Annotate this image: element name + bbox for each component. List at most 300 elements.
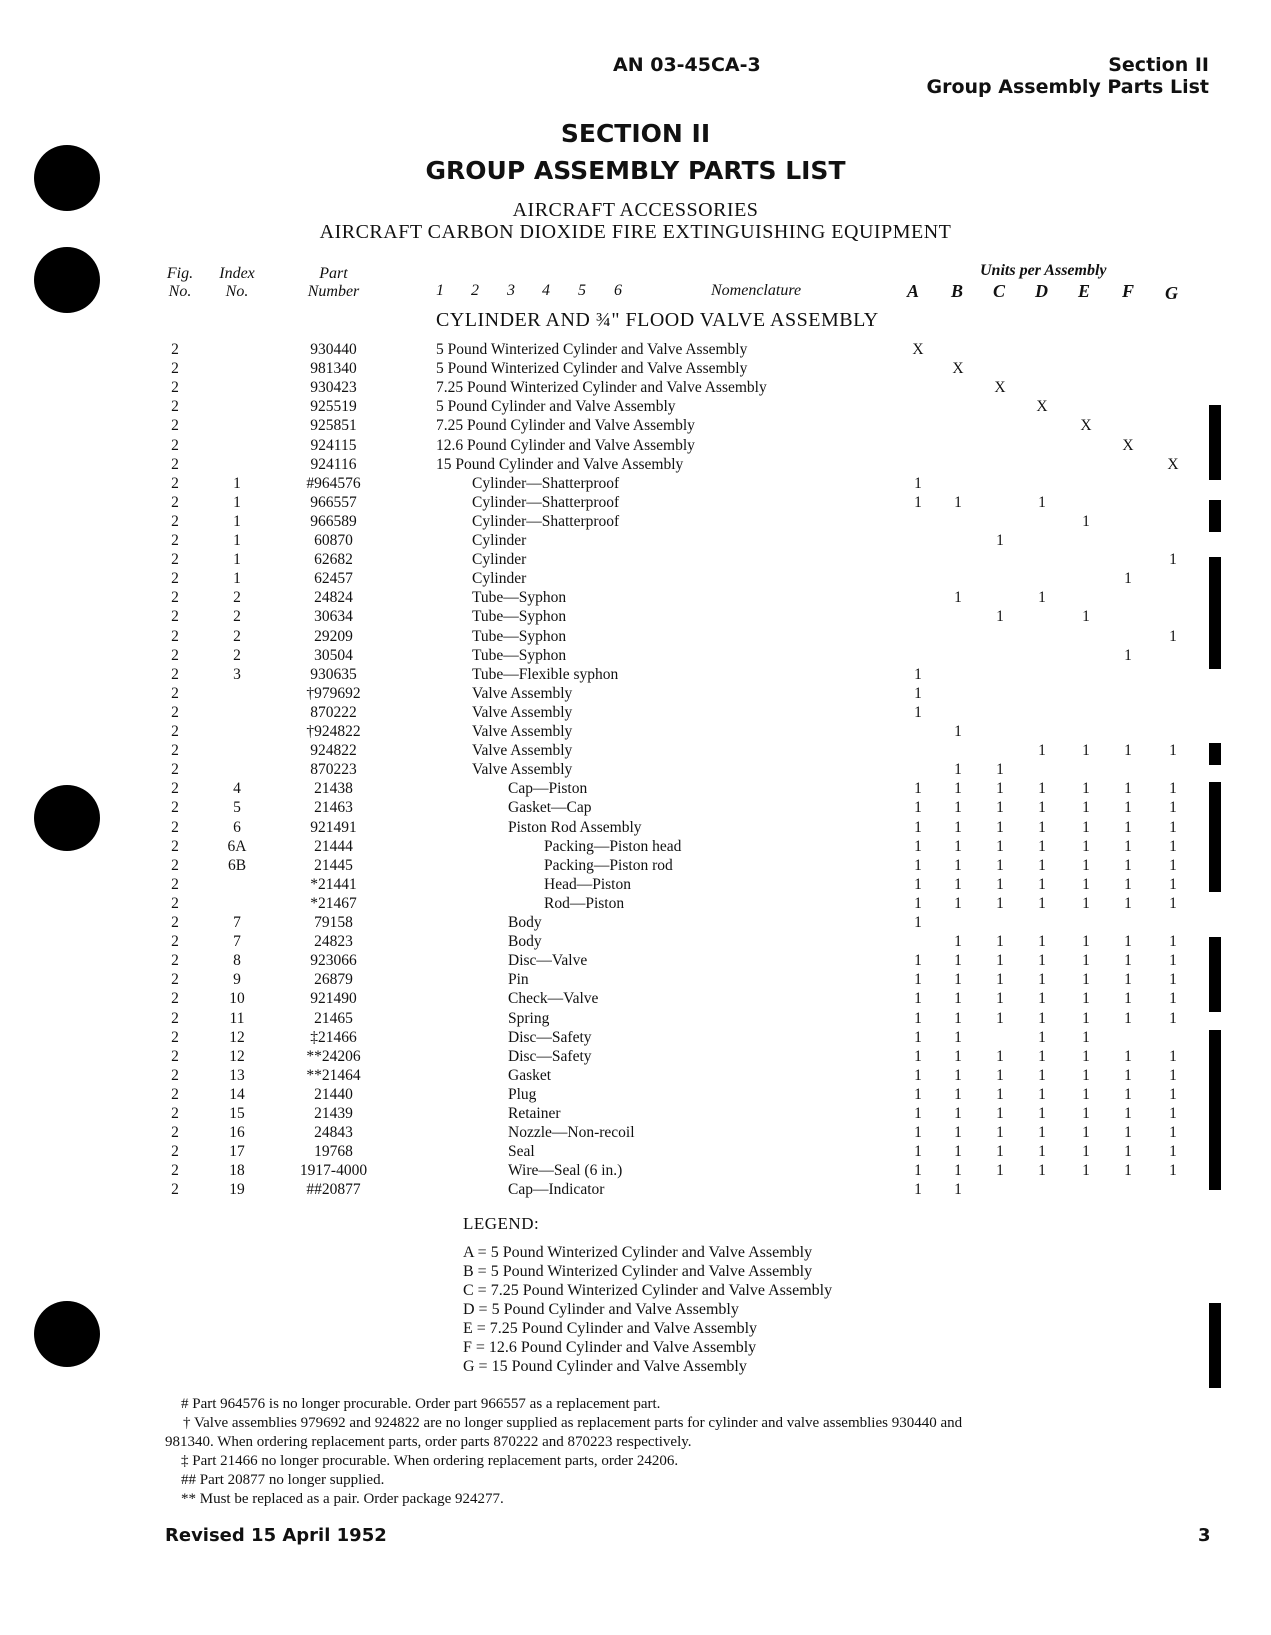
fig-number: 2 [171,493,179,511]
nomenclature: Valve Assembly [472,723,573,740]
fig-number: 2 [171,703,179,721]
unit-qty-b: 1 [954,875,962,893]
index-number: 11 [229,1009,245,1027]
unit-qty-d: 1 [1038,1143,1046,1161]
table-row [0,799,1271,818]
fig-number: 2 [171,837,179,855]
nomenclature: Check—Valve [508,990,599,1008]
unit-qty-e: 1 [1082,818,1090,836]
index-number: 6B [227,856,247,874]
unit-qty-d: X [1036,398,1048,416]
nomenclature: Tube—Syphon [472,627,567,645]
index-number: 1 [233,551,241,569]
part-number: 923066 [310,952,357,970]
table-row [0,780,1271,799]
unit-qty-e: 1 [1082,780,1090,798]
unit-qty-a: 1 [914,1181,922,1199]
unit-qty-g: 1 [1169,856,1177,874]
unit-qty-d: 1 [1038,952,1046,970]
fig-number: 2 [171,1162,179,1180]
unit-qty-e: 1 [1082,894,1090,912]
unit-qty-g: 1 [1169,1124,1177,1142]
index-number: 12 [229,1028,245,1046]
table-row [0,761,1271,780]
fig-number: 2 [171,971,179,989]
unit-qty-c: X [994,379,1006,397]
unit-qty-d: 1 [1038,875,1046,893]
fig-number: 2 [171,1124,179,1142]
unit-qty-b: 1 [954,837,962,855]
part-number: 924115 [310,436,357,454]
table-row [0,857,1271,876]
unit-qty-b: 1 [954,1028,962,1046]
unit-qty-c: 1 [996,894,1004,912]
nomenclature: Pin [508,971,529,989]
unit-qty-f: 1 [1124,818,1132,836]
unit-qty-c: 1 [996,875,1004,893]
unit-qty-a: 1 [914,894,922,912]
index-number: 2 [233,627,241,645]
section-title: Group Assembly Parts List [926,76,1209,98]
table-row [0,704,1271,723]
col-header-unit-b: B [951,281,964,301]
col-header-nomenclature: Nomenclature [711,282,802,299]
footnote: 981340. When ordering replacement parts, order parts 870222 and 870223 respectively. [165,1434,692,1450]
table-row [0,360,1271,379]
unit-qty-a: 1 [914,1028,922,1046]
fig-number: 2 [171,914,179,931]
fig-number: 2 [171,627,179,645]
fig-number: 2 [171,455,179,473]
unit-qty-b: 1 [954,933,962,951]
unit-qty-e: 1 [1082,1085,1090,1103]
nomenclature: 5 Pound Winterized Cylinder and Valve Assembly [436,341,748,358]
part-number: 930635 [310,665,357,683]
unit-qty-g: 1 [1169,837,1177,855]
table-row [0,952,1271,971]
nomenclature: Cylinder—Shatterproof [472,474,620,492]
fig-number: 2 [171,512,179,530]
part-number: ‡21466 [310,1028,357,1046]
part-number: #964576 [306,474,361,492]
unit-qty-a: 1 [914,990,922,1008]
table-row [0,666,1271,685]
subtitle-equipment: AIRCRAFT CARBON DIOXIDE FIRE EXTINGUISHING EQUIPMENT [319,221,952,243]
col-header-unit-g: G [1165,283,1178,303]
table-row [0,1181,1271,1200]
nomenclature: Cylinder—Shatterproof [472,512,620,530]
unit-qty-f: X [1122,436,1134,454]
unit-qty-e: 1 [1082,1143,1090,1161]
unit-qty-d: 1 [1038,742,1046,760]
unit-qty-b: 1 [954,1047,962,1065]
footnote: ## Part 20877 no longer supplied. [181,1472,385,1488]
unit-qty-c: 1 [996,1009,1004,1027]
unit-qty-f: 1 [1124,1066,1132,1084]
unit-qty-c: 1 [996,1105,1004,1122]
col-header-indent-3: 3 [507,282,515,299]
legend-item: F = 12.6 Pound Cylinder and Valve Assembly [463,1339,757,1356]
table-row [0,417,1271,436]
table-row [0,990,1271,1009]
unit-qty-f: 1 [1124,933,1132,951]
fig-number: 2 [171,1085,179,1103]
nomenclature: Cap—Indicator [508,1181,605,1199]
part-number: 21444 [314,837,353,855]
nomenclature: 5 Pound Cylinder and Valve Assembly [436,398,676,416]
nomenclature: Nozzle—Non-recoil [508,1124,635,1142]
part-number: 26879 [314,971,353,989]
unit-qty-b: 1 [954,1105,962,1122]
section-label: Section II [1108,54,1209,76]
part-number: 21438 [314,780,353,798]
unit-qty-e: 1 [1082,742,1090,760]
part-number: 925519 [310,398,357,416]
unit-qty-b: 1 [954,990,962,1008]
part-number: 19768 [314,1143,353,1161]
table-row [0,723,1271,742]
table-row [0,628,1271,647]
nomenclature: 7.25 Pound Cylinder and Valve Assembly [436,417,695,435]
nomenclature: Disc—Valve [508,952,588,970]
unit-qty-c: 1 [996,952,1004,970]
fig-number: 2 [171,742,179,760]
fig-number: 2 [171,799,179,817]
unit-qty-f: 1 [1124,971,1132,989]
part-number: 30504 [314,646,353,664]
unit-qty-g: 1 [1169,780,1177,798]
fig-number: 2 [171,398,179,416]
col-header-indent-2: 2 [471,282,479,299]
index-number: 2 [233,589,241,607]
fig-number: 2 [171,1009,179,1027]
nomenclature: Packing—Piston head [544,837,682,855]
table-row [0,838,1271,857]
nomenclature: Tube—Syphon [472,589,567,607]
part-number: 921490 [310,990,357,1008]
nomenclature: Gasket [508,1066,552,1084]
unit-qty-e: 1 [1082,990,1090,1008]
col-header-indent-6: 6 [614,282,622,299]
fig-number: 2 [171,761,179,779]
unit-qty-f: 1 [1124,646,1132,664]
index-number: 8 [233,952,241,970]
table-row [0,398,1271,417]
unit-qty-b: 1 [954,1124,962,1142]
fig-number: 2 [171,875,179,893]
unit-qty-g: 1 [1169,1009,1177,1027]
unit-qty-a: 1 [914,914,922,931]
footnote: ‡ Part 21466 no longer procurable. When ordering replacement parts, order 24206. [181,1453,679,1469]
unit-qty-b: 1 [954,723,962,740]
unit-qty-f: 1 [1124,799,1132,817]
part-number: 30634 [314,608,353,626]
unit-qty-d: 1 [1038,971,1046,989]
fig-number: 2 [171,360,179,378]
unit-qty-c: 1 [996,837,1004,855]
part-number: 21445 [314,856,353,874]
unit-qty-b: 1 [954,799,962,817]
part-number: 29209 [314,627,353,645]
running-header [926,54,1209,98]
nomenclature: Valve Assembly [472,761,573,779]
table-row [0,1048,1271,1067]
fig-number: 2 [171,608,179,626]
unit-qty-b: 1 [954,894,962,912]
col-header-unit-c: C [993,281,1006,301]
part-number: 921491 [310,818,357,836]
unit-qty-c: 1 [996,933,1004,951]
nomenclature: 15 Pound Cylinder and Valve Assembly [436,455,684,473]
unit-qty-g: 1 [1169,1066,1177,1084]
fig-number: 2 [171,723,179,740]
unit-qty-d: 1 [1038,1105,1046,1122]
unit-qty-d: 1 [1038,1066,1046,1084]
part-number: 981340 [310,360,357,378]
part-number: **24206 [306,1047,361,1065]
unit-qty-b: 1 [954,761,962,779]
table-row [0,475,1271,494]
legend-item: D = 5 Pound Cylinder and Valve Assembly [463,1301,739,1318]
index-number: 7 [233,933,241,951]
change-bar [1209,1303,1221,1388]
col-header-fig: Fig. No. [166,265,194,300]
unit-qty-d: 1 [1038,1028,1046,1046]
unit-qty-b: 1 [954,952,962,970]
unit-qty-g: 1 [1169,551,1177,569]
fig-number: 2 [171,532,179,549]
unit-qty-d: 1 [1038,1009,1046,1027]
unit-qty-f: 1 [1124,875,1132,893]
unit-qty-c: 1 [996,1124,1004,1142]
fig-number: 2 [171,570,179,588]
unit-qty-c: 1 [996,1066,1004,1084]
unit-qty-b: 1 [954,1009,962,1027]
unit-qty-b: 1 [954,1066,962,1084]
col-header-unit-f: F [1122,281,1135,301]
fig-number: 2 [171,1047,179,1065]
unit-qty-d: 1 [1038,837,1046,855]
unit-qty-g: 1 [1169,952,1177,970]
unit-qty-f: 1 [1124,1047,1132,1065]
fig-number: 2 [171,990,179,1008]
fig-number: 2 [171,952,179,970]
nomenclature: Cylinder [472,570,527,588]
fig-number: 2 [171,1066,179,1084]
col-header-indent-1: 1 [436,282,444,299]
unit-qty-c: 1 [996,780,1004,798]
table-row [0,1086,1271,1105]
table-row [0,570,1271,589]
unit-qty-a: X [912,341,924,358]
unit-qty-a: 1 [914,474,922,492]
unit-qty-a: 1 [914,799,922,817]
fig-number: 2 [171,646,179,664]
nomenclature: Body [508,914,542,931]
part-number: 1917-4000 [299,1162,368,1180]
footnote: ** Must be replaced as a pair. Order package 924277. [181,1491,504,1507]
fig-number: 2 [171,1028,179,1046]
part-number: 930423 [310,379,357,397]
nomenclature: Head—Piston [544,875,631,893]
part-number: †979692 [306,684,361,702]
unit-qty-f: 1 [1124,894,1132,912]
unit-qty-f: 1 [1124,742,1132,760]
part-number: **21464 [306,1066,361,1084]
unit-qty-c: 1 [996,532,1004,549]
unit-qty-a: 1 [914,875,922,893]
unit-qty-g: X [1167,455,1179,473]
fig-number: 2 [171,551,179,569]
col-header-index: Index No. [219,265,255,300]
part-number: 21439 [314,1105,353,1122]
nomenclature: 5 Pound Winterized Cylinder and Valve Assembly [436,360,748,378]
index-number: 18 [229,1162,245,1180]
table-row [0,895,1271,914]
fig-number: 2 [171,341,179,358]
unit-qty-g: 1 [1169,627,1177,645]
unit-qty-a: 1 [914,856,922,874]
col-header-unit-d: D [1035,281,1048,301]
unit-qty-d: 1 [1038,1162,1046,1180]
unit-qty-g: 1 [1169,1105,1177,1122]
fig-number: 2 [171,474,179,492]
index-number: 17 [229,1143,245,1161]
unit-qty-g: 1 [1169,1047,1177,1065]
part-number: *21467 [310,894,357,912]
unit-qty-g: 1 [1169,1085,1177,1103]
unit-qty-c: 1 [996,856,1004,874]
fig-number: 2 [171,665,179,683]
unit-qty-e: 1 [1082,1047,1090,1065]
unit-qty-c: 1 [996,761,1004,779]
legend-item: E = 7.25 Pound Cylinder and Valve Assembly [463,1320,758,1337]
unit-qty-f: 1 [1124,1009,1132,1027]
index-number: 16 [229,1124,245,1142]
unit-qty-a: 1 [914,1162,922,1180]
section-heading: SECTION II [560,119,711,148]
table-row [0,608,1271,627]
unit-qty-d: 1 [1038,1085,1046,1103]
unit-qty-g: 1 [1169,742,1177,760]
unit-qty-b: X [952,360,964,378]
unit-qty-b: 1 [954,589,962,607]
col-header-indent-5: 5 [578,282,586,299]
nomenclature: Rod—Piston [544,894,625,912]
table-row [0,456,1271,475]
table-row [0,1124,1271,1143]
unit-qty-e: 1 [1082,1028,1090,1046]
index-number: 3 [233,665,241,683]
unit-qty-c: 1 [996,799,1004,817]
unit-qty-c: 1 [996,1085,1004,1103]
document-number: AN 03-45CA-3 [613,54,761,76]
unit-qty-a: 1 [914,1085,922,1103]
unit-qty-a: 1 [914,1047,922,1065]
unit-qty-d: 1 [1038,856,1046,874]
col-header-unit-a: A [907,281,920,301]
nomenclature: Disc—Safety [508,1047,592,1065]
table-row [0,876,1271,895]
unit-qty-b: 1 [954,493,962,511]
nomenclature: Cylinder [472,532,527,549]
part-number: 24824 [314,589,353,607]
unit-qty-a: 1 [914,837,922,855]
part-number: 966557 [310,493,357,511]
unit-qty-f: 1 [1124,1085,1132,1103]
unit-qty-e: X [1080,417,1092,435]
unit-qty-a: 1 [914,493,922,511]
part-number: *21441 [310,875,357,893]
unit-qty-d: 1 [1038,894,1046,912]
nomenclature: Tube—Syphon [472,646,567,664]
unit-qty-f: 1 [1124,1162,1132,1180]
unit-qty-b: 1 [954,818,962,836]
index-number: 1 [233,532,241,549]
unit-qty-c: 1 [996,1047,1004,1065]
table-row [0,1067,1271,1086]
unit-qty-g: 1 [1169,894,1177,912]
table-row [0,1105,1271,1124]
nomenclature: 12.6 Pound Cylinder and Valve Assembly [436,436,695,454]
footnote: # Part 964576 is no longer procurable. Order part 966557 as a replacement part. [181,1396,661,1412]
part-number: 966589 [310,512,357,530]
index-number: 13 [229,1066,245,1084]
unit-qty-d: 1 [1038,780,1046,798]
group-title: CYLINDER AND ¾" FLOOD VALVE ASSEMBLY [436,309,879,331]
part-number: 924822 [310,742,357,760]
binder-hole-upper [34,247,100,313]
table-row [0,589,1271,608]
unit-qty-f: 1 [1124,570,1132,588]
part-number: 62682 [314,551,353,569]
unit-qty-e: 1 [1082,1105,1090,1122]
nomenclature: Piston Rod Assembly [508,818,642,836]
unit-qty-a: 1 [914,1105,922,1122]
unit-qty-c: 1 [996,608,1004,626]
part-number: 24823 [314,933,353,951]
unit-qty-b: 1 [954,971,962,989]
unit-qty-a: 1 [914,1124,922,1142]
unit-qty-d: 1 [1038,933,1046,951]
index-number: 2 [233,646,241,664]
nomenclature: Tube—Syphon [472,608,567,626]
table-row [0,1029,1271,1048]
unit-qty-a: 1 [914,703,922,721]
index-number: 7 [233,914,241,931]
nomenclature: Cylinder [472,551,527,569]
part-number: 21463 [314,799,353,817]
unit-qty-g: 1 [1169,818,1177,836]
unit-qty-g: 1 [1169,1162,1177,1180]
table-row [0,933,1271,952]
index-number: 1 [233,512,241,530]
part-number: 930440 [310,341,357,358]
nomenclature: Cap—Piston [508,780,588,798]
unit-qty-g: 1 [1169,933,1177,951]
index-number: 9 [233,971,241,989]
unit-qty-a: 1 [914,780,922,798]
unit-qty-d: 1 [1038,990,1046,1008]
unit-qty-d: 1 [1038,1124,1046,1142]
part-number: 24843 [314,1124,353,1142]
unit-qty-g: 1 [1169,990,1177,1008]
nomenclature: Plug [508,1085,537,1103]
col-header-unit-e: E [1078,281,1091,301]
unit-qty-e: 1 [1082,1066,1090,1084]
unit-qty-e: 1 [1082,1009,1090,1027]
fig-number: 2 [171,1143,179,1161]
